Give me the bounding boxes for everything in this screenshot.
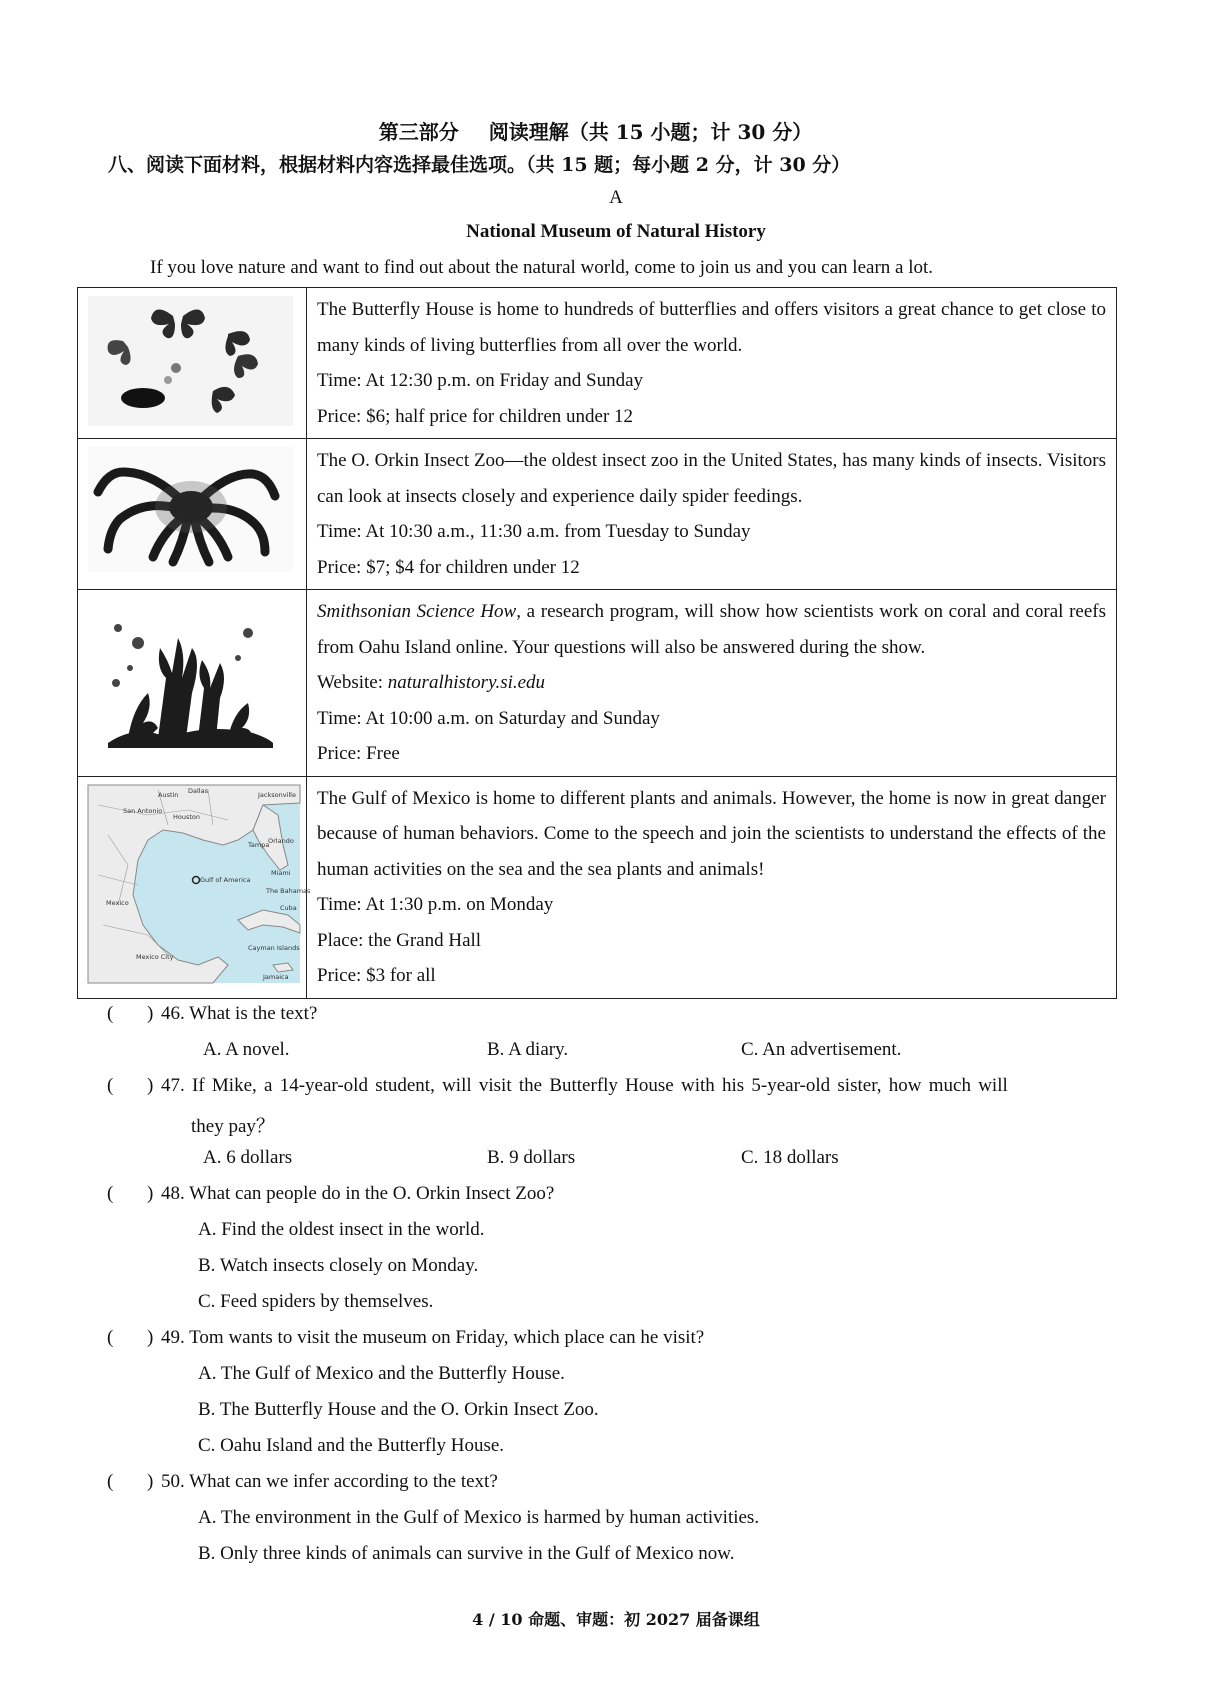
museum-title: National Museum of Natural History (466, 221, 766, 242)
event-text-science-how (307, 590, 1117, 777)
coral-icon (88, 598, 293, 758)
website-link[interactable]: naturalhistory.si.edu (387, 672, 546, 693)
option-c[interactable]: C. Oahu Island and the Butterfly House. (198, 1435, 505, 1456)
option-b[interactable]: B. A diary. (487, 1039, 569, 1060)
option-a[interactable]: A. 6 dollars (203, 1147, 293, 1168)
passage-letter: A (609, 187, 623, 208)
event-price: Price: Free (317, 743, 400, 764)
event-description (317, 594, 1106, 665)
answer-blank-close: ) (147, 1003, 154, 1024)
event-row-butterfly (78, 288, 1117, 439)
intro-text: If you love nature and want to find out about the natural world, come to join us and you can learn a lot. (150, 257, 934, 278)
event-description: The O. Orkin Insect Zoo—the oldest insect zoo in the United States, has many kinds of insects. Visitors can look at insects closely and experience daily spider feedings. (317, 450, 1106, 507)
answer-blank-open[interactable]: ( (107, 1003, 114, 1024)
event-time: Time: At 1:30 p.m. on Monday (317, 894, 554, 915)
event-row-insect-zoo (78, 439, 1117, 590)
part-label: 第三部分 (378, 120, 459, 144)
event-price: Price: $3 for all (317, 965, 436, 986)
event-text-butterfly (307, 288, 1117, 439)
answer-blank-open[interactable]: ( (107, 1327, 114, 1348)
question-text: 48. What can people do in the O. Orkin Insect Zoo? (161, 1183, 555, 1204)
event-website (317, 665, 1106, 701)
question-text-continued: they pay？ (191, 1116, 275, 1137)
map-label: Austin (158, 790, 179, 799)
answer-blank-close: ) (147, 1183, 154, 1204)
map-label: Cuba (280, 903, 297, 912)
option-b[interactable]: B. Watch insects closely on Monday. (198, 1255, 479, 1276)
coral-image (78, 590, 307, 777)
question-text: 47. If Mike, a 14-year-old student, will visit the Butterfly House with his 5-year-old sister, how much will (161, 1075, 1008, 1096)
event-price: Price: $7; $4 for children under 12 (317, 556, 580, 578)
program-title: Smithsonian Science How (317, 601, 517, 622)
map-label: Cayman Islands (248, 943, 300, 952)
part-subtitle: 阅读理解（共 15 小题；计 30 分） (488, 120, 813, 144)
map-label: The Bahamas (266, 886, 311, 895)
program-description: , a research program, will show how scientists work on coral and coral reefs from Oahu Island online. Your questions will also be answered during the show. (317, 601, 1106, 658)
option-b[interactable]: B. 9 dollars (487, 1147, 576, 1168)
event-time: Time: At 12:30 p.m. on Friday and Sunday (317, 370, 644, 391)
event-text-insect-zoo (307, 439, 1117, 590)
page-footer: 4 / 10 命题、审题：初 2027 届备课组 (472, 1610, 760, 1629)
answer-blank-close: ) (147, 1327, 154, 1348)
event-description: The Butterfly House is home to hundreds of butterflies and offers visitors a great chance to get close to many kinds of living butterflies from all over the world. (317, 299, 1106, 356)
question-text: 46. What is the text? (161, 1003, 318, 1024)
option-b[interactable]: B. Only three kinds of animals can survive in the Gulf of Mexico now. (198, 1543, 735, 1564)
answer-blank-open[interactable]: ( (107, 1471, 114, 1492)
event-text-gulf (307, 776, 1117, 998)
events-table (77, 287, 1117, 999)
map-label: Gulf of America (200, 875, 251, 884)
answer-blank-close: ) (147, 1471, 154, 1492)
answer-blank-open[interactable]: ( (107, 1183, 114, 1204)
event-row-science-how (78, 590, 1117, 777)
option-c[interactable]: C. 18 dollars (741, 1147, 839, 1168)
option-a[interactable]: A. The environment in the Gulf of Mexico is harmed by human activities. (198, 1507, 760, 1528)
map-label: Orlando (268, 836, 294, 845)
map-label: Mexico City (136, 952, 174, 961)
part-title (0, 116, 1191, 145)
map-label: Jamaica (263, 972, 289, 981)
map-label: Houston (173, 812, 201, 821)
question-text: 50. What can we infer according to the text? (161, 1471, 498, 1492)
butterflies-icon (88, 296, 293, 426)
map-icon (88, 785, 311, 983)
option-c[interactable]: C. An advertisement. (741, 1039, 902, 1060)
answer-blank-open[interactable]: ( (107, 1075, 114, 1096)
butterflies-image (78, 288, 307, 439)
option-a[interactable]: A. A novel. (203, 1039, 290, 1060)
option-b[interactable]: B. The Butterfly House and the O. Orkin Insect Zoo. (198, 1399, 599, 1420)
map-label: Dallas (188, 786, 208, 795)
spider-icon (88, 447, 293, 572)
map-label: San Antonio (123, 806, 163, 815)
map-label: Miami (271, 868, 291, 877)
map-label: Mexico (106, 898, 129, 907)
section-heading: 八、阅读下面材料，根据材料内容选择最佳选项。（共 15 题；每小题 2 分，计 30 分） (108, 154, 851, 176)
event-time: Time: At 10:00 a.m. on Saturday and Sunday (317, 707, 660, 729)
website-label: Website: (317, 672, 388, 693)
question-text: 49. Tom wants to visit the museum on Friday, which place can he visit? (161, 1327, 705, 1348)
event-place: Place: the Grand Hall (317, 929, 482, 951)
option-c[interactable]: C. Feed spiders by themselves. (198, 1291, 434, 1312)
event-time: Time: At 10:30 a.m., 11:30 a.m. from Tuesday to Sunday (317, 521, 751, 542)
option-a[interactable]: A. Find the oldest insect in the world. (198, 1219, 485, 1240)
event-description: The Gulf of Mexico is home to different plants and animals. However, the home is now in great danger because of human behaviors. Come to the speech and join the scientists to understand the effects of the human activities on the sea and the sea plants and animals! (317, 787, 1106, 880)
map-label: Jacksonville (258, 790, 296, 799)
answer-blank-close: ) (147, 1075, 154, 1096)
map-label: Tampa (248, 840, 270, 849)
gulf-map-image (78, 776, 311, 998)
event-row-gulf (78, 776, 1117, 998)
option-a[interactable]: A. The Gulf of Mexico and the Butterfly House. (198, 1363, 565, 1384)
event-price: Price: $6; half price for children under 12 (317, 405, 634, 427)
spider-image (78, 439, 307, 590)
